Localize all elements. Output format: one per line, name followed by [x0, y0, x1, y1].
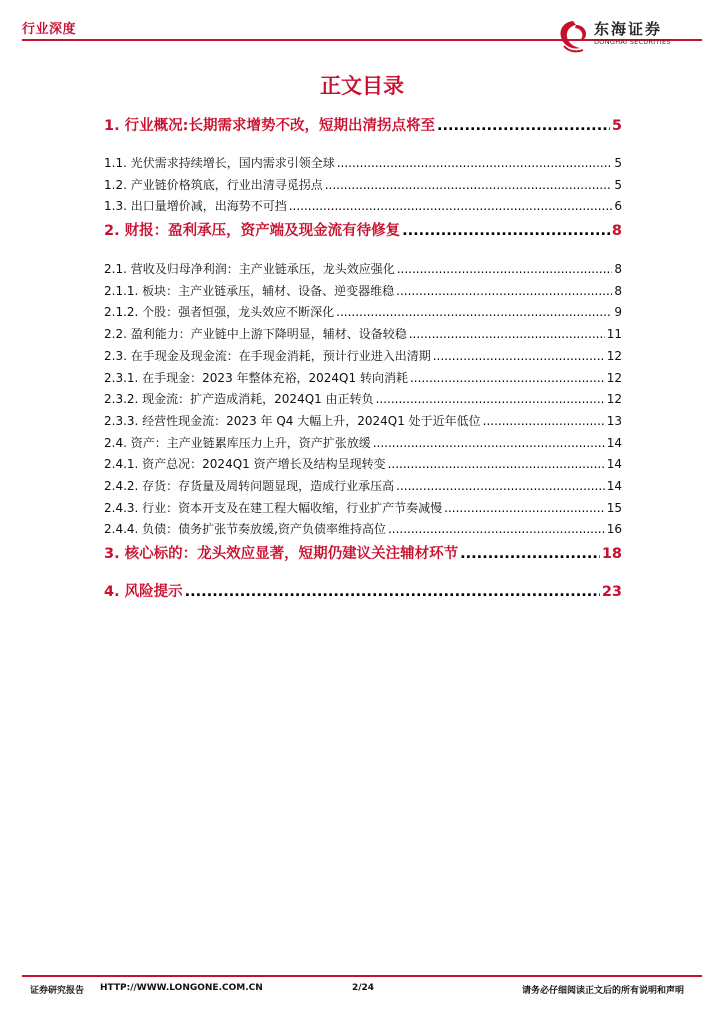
toc-entry-label: 2.1. 营收及归母净利润：主产业链承压，龙头效应强化	[104, 262, 395, 277]
toc-subsection-entry[interactable]	[104, 412, 622, 434]
company-logo	[556, 18, 706, 58]
toc-dot-leader	[396, 477, 605, 495]
toc-subsection-entry[interactable]	[104, 520, 622, 542]
toc-entry-label: 2.2. 盈利能力：产业链中上游下降明显，辅材、设备较稳	[104, 327, 407, 342]
toc-entry-label: 2.4.4. 负债：债务扩张节奏放缓,资产负债率维持高位	[104, 522, 386, 537]
toc-dot-leader	[397, 260, 613, 278]
table-of-contents	[104, 114, 622, 618]
toc-subsection-entry[interactable]	[104, 260, 622, 282]
toc-dot-leader	[289, 197, 613, 215]
toc-entry-page: 8	[614, 262, 622, 277]
toc-entry-page: 16	[606, 522, 622, 537]
toc-dot-leader	[410, 369, 605, 387]
toc-entry-page: 6	[614, 199, 622, 214]
toc-dot-leader	[444, 499, 605, 517]
toc-entry-page: 12	[606, 370, 622, 385]
toc-dot-leader	[433, 347, 605, 365]
toc-dot-leader	[460, 542, 600, 566]
toc-subsection-entry[interactable]	[104, 154, 622, 176]
toc-entry-label: 2.3. 在手现金及现金流：在手现金消耗，预计行业进入出清期	[104, 348, 431, 363]
toc-subsection-entry[interactable]	[104, 455, 622, 477]
dragon-logo-icon	[556, 18, 590, 54]
toc-dot-leader	[437, 114, 610, 138]
toc-entry-label: 2.3.1. 在手现金：2023 年整体充裕，2024Q1 转向消耗	[104, 370, 408, 385]
toc-entry-page: 18	[601, 546, 622, 562]
toc-subsection-entry[interactable]	[104, 434, 622, 456]
toc-entry-page: 14	[606, 457, 622, 472]
toc-subsection-entry[interactable]	[104, 303, 622, 325]
toc-entry-label: 2.1.1. 板块：主产业链承压，辅材、设备、逆变器维稳	[104, 283, 395, 298]
toc-entry-page: 13	[606, 413, 622, 428]
toc-entry-page: 15	[606, 500, 622, 515]
toc-entry-label: 4. 风险提示	[104, 584, 183, 600]
footer-disclaimer: 请务必仔细阅读正文后的所有说明和声明	[522, 986, 685, 996]
toc-subsection-entry[interactable]	[104, 282, 622, 304]
toc-dot-leader	[336, 303, 612, 321]
toc-section-entry[interactable]	[104, 114, 622, 151]
toc-entry-label: 2.4.2. 存货：存货量及周转问题显现，造成行业承压高	[104, 478, 395, 493]
toc-entry-page: 8	[614, 283, 622, 298]
toc-subsection-entry[interactable]	[104, 369, 622, 391]
report-type-tag: 行业深度	[22, 22, 77, 37]
toc-subsection-entry[interactable]	[104, 347, 622, 369]
toc-subsection-entry[interactable]	[104, 499, 622, 521]
toc-dot-leader	[388, 520, 605, 538]
toc-section-entry[interactable]	[104, 219, 622, 257]
toc-entry-page: 5	[614, 156, 622, 170]
toc-subsection-entry[interactable]	[104, 325, 622, 347]
toc-entry-label: 2.1.2. 个股：强者恒强，龙头效应不断深化	[104, 305, 335, 320]
toc-entry-label: 2.4.3. 行业：资本开支及在建工程大幅收缩，行业扩产节奏减慢	[104, 500, 443, 515]
toc-entry-page: 5	[614, 177, 622, 192]
toc-entry-page: 5	[611, 118, 622, 134]
toc-dot-leader	[483, 412, 605, 430]
toc-dot-leader	[373, 434, 605, 452]
toc-entry-page: 12	[606, 392, 622, 407]
footer-report-label: 证券研究报告	[30, 986, 85, 996]
toc-dot-leader	[388, 455, 605, 473]
toc-dot-leader	[185, 580, 600, 604]
toc-entry-label: 2.4. 资产：主产业链累库压力上升，资产扩张放缓	[104, 435, 371, 450]
toc-entry-label: 2.4.1. 资产总况：2024Q1 资产增长及结构呈现转变	[104, 457, 386, 472]
toc-entry-label: 1.1. 光伏需求持续增长，国内需求引领全球	[104, 156, 335, 170]
footer-divider	[22, 975, 702, 977]
toc-entry-page: 12	[606, 348, 622, 363]
toc-dot-leader	[396, 282, 612, 300]
toc-entry-label: 1. 行业概况:长期需求增势不改，短期出清拐点将至	[104, 118, 435, 134]
toc-entry-label: 1.3. 出口量增价减，出海势不可挡	[104, 199, 287, 214]
toc-dot-leader	[337, 154, 613, 172]
toc-title: 正文目录	[320, 74, 404, 98]
toc-entry-page: 11	[606, 327, 622, 342]
toc-dot-leader	[376, 390, 605, 408]
toc-subsection-entry[interactable]	[104, 477, 622, 499]
toc-entry-page: 8	[611, 223, 622, 240]
logo-company-name: 东海证券	[594, 20, 663, 38]
toc-entry-label: 2.3.2. 现金流：扩产造成消耗，2024Q1 由正转负	[104, 392, 374, 407]
toc-entry-page: 14	[606, 435, 622, 450]
toc-section-entry[interactable]	[104, 580, 622, 618]
toc-entry-page: 23	[601, 584, 622, 600]
footer-website-link[interactable]: HTTP://WWW.LONGONE.COM.CN	[100, 983, 263, 993]
toc-subsection-entry[interactable]	[104, 176, 622, 198]
toc-dot-leader	[325, 176, 613, 194]
toc-subsection-entry[interactable]	[104, 390, 622, 412]
toc-entry-label: 1.2. 产业链价格筑底，行业出清寻觅拐点	[104, 177, 323, 192]
toc-entry-label: 3. 核心标的：龙头效应显著，短期仍建议关注辅材环节	[104, 546, 459, 562]
logo-company-name-en: DONGHAI SECURITIES	[594, 38, 671, 46]
toc-dot-leader	[409, 325, 605, 343]
toc-entry-page: 9	[614, 305, 622, 320]
toc-subsection-entry[interactable]	[104, 197, 622, 219]
toc-section-entry[interactable]	[104, 542, 622, 580]
footer-page-number: 2/24	[352, 983, 375, 993]
toc-entry-label: 2. 财报：盈利承压，资产端及现金流有待修复	[104, 223, 401, 240]
toc-entry-label: 2.3.3. 经营性现金流：2023 年 Q4 大幅上升，2024Q1 处于近年低位	[104, 413, 481, 428]
toc-dot-leader	[402, 219, 610, 243]
toc-entry-page: 14	[606, 478, 622, 493]
